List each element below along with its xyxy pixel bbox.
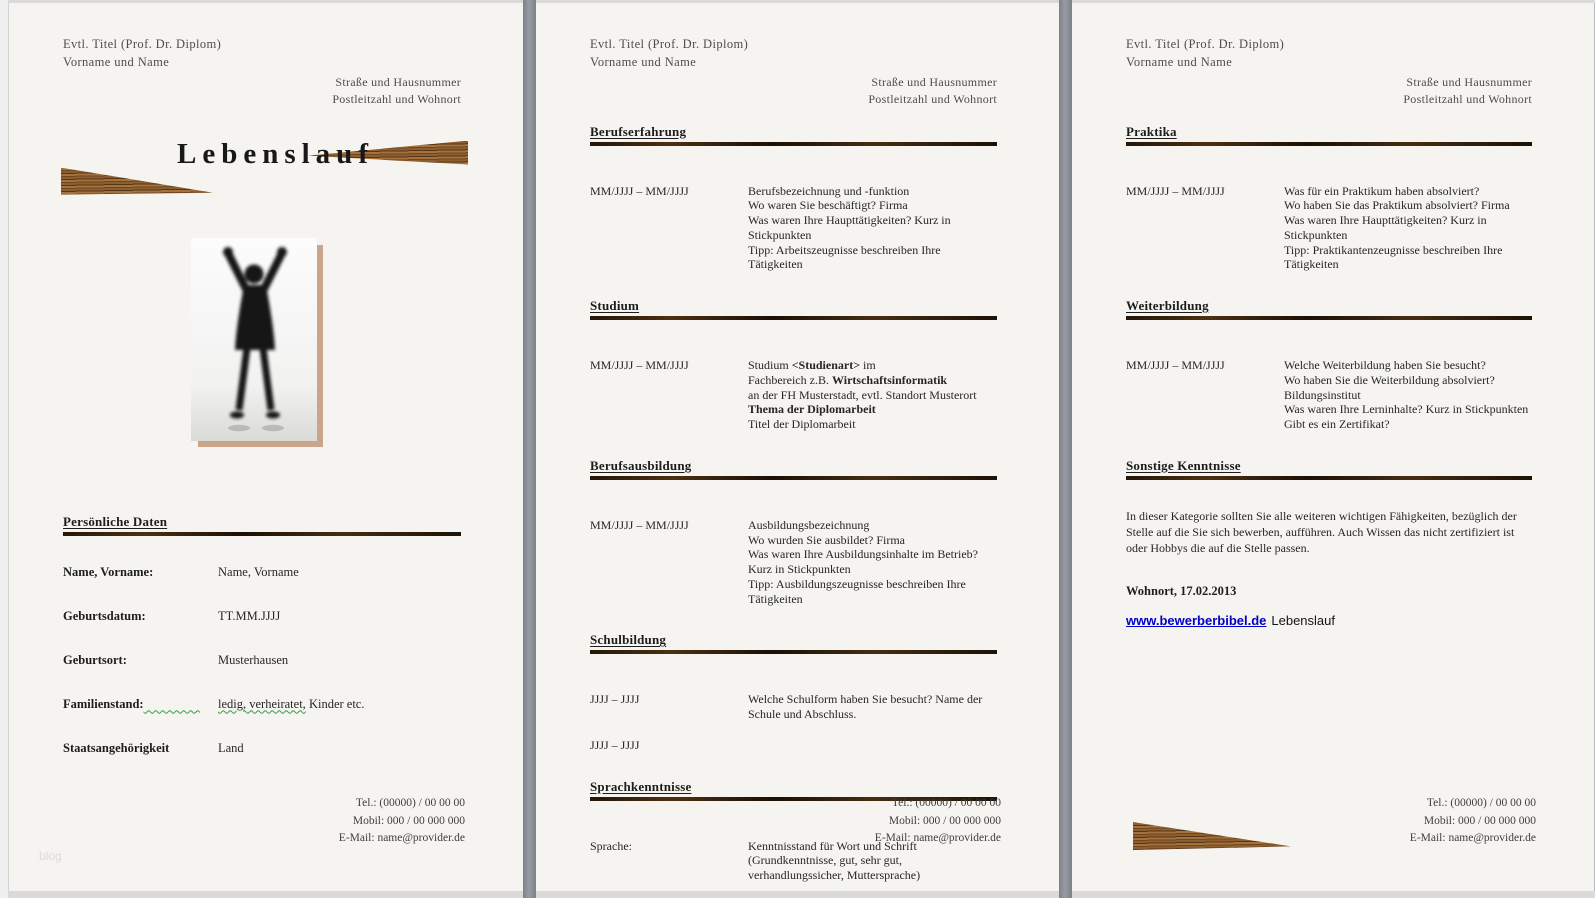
entry-line: Was für ein Praktikum haben absolviert? xyxy=(1284,183,1480,198)
personal-data-value: ledig, verheiratet, Kinder etc. xyxy=(218,696,365,711)
footer-tel: Tel.: (00000) / 00 00 00 xyxy=(891,797,1001,810)
section-heading: Studium xyxy=(590,298,640,314)
section-entry xyxy=(1126,358,1532,432)
personal-data-row xyxy=(63,565,461,580)
cv-section xyxy=(1126,458,1532,557)
cv-page-2 xyxy=(536,3,1059,891)
section-heading: Berufserfahrung xyxy=(590,123,687,139)
section-entry xyxy=(590,738,997,753)
entry-date: JJJJ – JJJJ xyxy=(590,737,640,752)
personal-data-rows xyxy=(63,565,461,756)
footer-mobil: Mobil: 000 / 00 000 000 xyxy=(352,814,465,827)
entry-line: Studium <Studienart> im xyxy=(748,358,876,373)
section-heading-rule xyxy=(63,532,461,536)
personal-data-label: Geburtsdatum: xyxy=(63,608,146,623)
personal-data-value: TT.MM.JJJJ xyxy=(218,608,281,623)
page-gutter xyxy=(1059,0,1072,898)
header-street-line: Straße und Hausnummer xyxy=(1406,75,1532,89)
header-city-line: Postleitzahl und Wohnort xyxy=(332,91,461,106)
personal-data-value: Musterhausen xyxy=(218,652,289,667)
section-heading-rule xyxy=(590,476,997,480)
screen-left-margin xyxy=(0,0,8,898)
section-entry xyxy=(1126,184,1532,273)
header-address-block xyxy=(590,74,997,108)
section-heading-rule xyxy=(590,142,997,146)
header-city-line: Postleitzahl und Wohnort xyxy=(1403,91,1532,106)
personal-data-label: Geburtsort: xyxy=(63,652,127,667)
contact-footer xyxy=(875,795,1001,847)
entry-line: Welche Schulform haben Sie besucht? Name der Schule und Abschluss. xyxy=(748,692,983,722)
header-name-line: Vorname und Name xyxy=(1126,54,1233,69)
header-name-block xyxy=(1126,36,1532,71)
entry-content xyxy=(748,358,997,432)
header-title-line: Evtl. Titel (Prof. Dr. Diplom) xyxy=(590,37,749,51)
entry-line: Tipp: Praktikantenzeugnisse beschreiben Ihre Tätigkeiten xyxy=(1284,242,1503,272)
section-entry xyxy=(590,518,997,607)
wood-triangle-bottom-icon xyxy=(1133,820,1291,850)
footer-tel: Tel.: (00000) / 00 00 00 xyxy=(355,797,465,810)
signature-place-date: Wohnort, 17.02.2013 xyxy=(1126,584,1237,599)
link-suffix-label: Lebenslauf xyxy=(1271,613,1336,629)
entry-date: MM/JJJJ – MM/JJJJ xyxy=(1126,183,1225,198)
header-name-block xyxy=(63,36,461,71)
header-name-line: Vorname und Name xyxy=(590,54,697,69)
section-heading: Berufsausbildung xyxy=(590,457,692,473)
header-name-line: Vorname und Name xyxy=(63,54,170,69)
header-city-line: Postleitzahl und Wohnort xyxy=(868,91,997,106)
entry-date: Sprache: xyxy=(590,838,632,853)
spellcheck-squiggle-text: ledig, verheiratet, xyxy=(218,696,306,711)
spellcheck-squiggle xyxy=(144,697,200,711)
footer-email: E-Mail: name@provider.de xyxy=(1409,831,1536,844)
header-title-line: Evtl. Titel (Prof. Dr. Diplom) xyxy=(1126,37,1285,51)
personal-data-label: Familienstand: xyxy=(63,697,218,712)
header-name-block xyxy=(590,36,997,71)
entry-line: Bildungsinstitut xyxy=(1284,387,1361,402)
personal-data-row xyxy=(63,697,461,712)
entry-line: Kenntnisstand für Wort und Schrift (Grundkenntnisse, gut, sehr gut, verhandlungssicher, Muttersprache) xyxy=(748,838,921,883)
entry-line: Titel der Diplomarbeit xyxy=(748,417,856,432)
personal-data-value: Land xyxy=(218,740,244,755)
document-title: Lebenslauf xyxy=(177,137,374,170)
personal-data-row xyxy=(63,609,461,624)
entry-line: Was waren Ihre Haupttätigkeiten? Kurz in Stickpunkten xyxy=(748,213,951,242)
section-heading: Sonstige Kenntnisse xyxy=(1126,457,1241,473)
contact-footer xyxy=(339,795,465,847)
personal-data-value: Name, Vorname xyxy=(218,564,299,579)
header-street-line: Straße und Hausnummer xyxy=(871,75,997,89)
section-heading: Sprachkenntnisse xyxy=(590,778,692,794)
entry-line: Tipp: Arbeitszeugnisse beschreiben Ihre Tätigkeiten xyxy=(748,242,941,272)
entry-line: Ausbildungsbezeichnung xyxy=(748,517,870,532)
entry-date: MM/JJJJ – MM/JJJJ xyxy=(1126,358,1225,373)
cv-section xyxy=(1126,124,1532,273)
section-entry xyxy=(590,358,997,432)
entry-line: Was waren Ihre Lerninhalte? Kurz in Stickpunkten xyxy=(1284,402,1529,417)
entry-content xyxy=(748,692,997,722)
personal-data-row xyxy=(63,741,461,756)
cv-section xyxy=(1126,298,1532,432)
section-heading-rule xyxy=(590,650,997,654)
contact-footer xyxy=(1410,795,1536,847)
footer-mobil: Mobil: 000 / 00 000 000 xyxy=(1423,814,1536,827)
entry-line: Wo haben Sie die Weiterbildung absolviert? xyxy=(1284,372,1495,387)
watermark-text: blog xyxy=(39,849,62,863)
entry-line: Wo haben Sie das Praktikum absolviert? Firma xyxy=(1284,198,1510,213)
entry-line: an der FH Musterstadt, evtl. Standort Musterort xyxy=(748,387,977,402)
entry-date: MM/JJJJ – MM/JJJJ xyxy=(590,183,689,198)
section-paragraph: In dieser Kategorie sollten Sie alle weiteren wichtigen Fähigkeiten, bezüglich der Stelle auf die Sie sich bewerben, aufführen. Auch Wissen das nicht zertifiziert ist oder Hobbys die auf die Stelle passen. xyxy=(1126,508,1517,556)
header-street-line: Straße und Hausnummer xyxy=(335,75,461,89)
section-heading: Weiterbildung xyxy=(1126,298,1209,314)
entry-line: Was waren Ihre Ausbildungsinhalte im Betrieb? xyxy=(748,547,978,562)
entry-line: Gibt es ein Zertifikat? xyxy=(1284,417,1390,432)
cv-section xyxy=(590,458,997,607)
section-entry xyxy=(590,184,997,273)
cv-sections xyxy=(590,124,997,883)
document-title-area xyxy=(63,108,461,218)
wood-triangle-left-icon xyxy=(61,168,213,195)
entry-line: Was waren Ihre Haupttätigkeiten? Kurz in Stickpunkten xyxy=(1284,213,1487,242)
entry-line: Thema der Diplomarbeit xyxy=(748,402,876,417)
section-heading-rule xyxy=(1126,316,1532,320)
website-link[interactable]: www.bewerberbibel.de xyxy=(1126,613,1267,629)
footer-email: E-Mail: name@provider.de xyxy=(338,831,465,844)
entry-line: Kurz in Stickpunkten xyxy=(748,562,851,577)
cv-section xyxy=(590,124,997,273)
header-address-block xyxy=(1126,74,1532,108)
entry-date: MM/JJJJ – MM/JJJJ xyxy=(590,517,689,532)
cv-section xyxy=(590,632,997,752)
entry-content xyxy=(1284,184,1532,273)
section-heading: Persönliche Daten xyxy=(63,513,168,529)
page-gutter xyxy=(523,0,536,898)
section-heading: Schulbildung xyxy=(590,632,667,648)
footer-email: E-Mail: name@provider.de xyxy=(874,831,1001,844)
section-heading-rule xyxy=(1126,476,1532,480)
section-entry xyxy=(590,692,997,722)
footer-mobil: Mobil: 000 / 00 000 000 xyxy=(888,814,1001,827)
applicant-photo-silhouette xyxy=(191,238,323,448)
entry-content xyxy=(748,518,997,607)
entry-line: Fachbereich z.B. Wirtschaftsinformatik xyxy=(748,372,948,387)
cv-page-1 xyxy=(8,3,523,891)
section-heading-rule xyxy=(590,316,997,320)
section-heading: Praktika xyxy=(1126,123,1177,139)
personal-data-row xyxy=(63,653,461,668)
personal-data-section xyxy=(63,514,461,756)
personal-data-label: Name, Vorname: xyxy=(63,564,154,579)
entry-date: JJJJ – JJJJ xyxy=(590,692,640,707)
entry-content xyxy=(748,184,997,273)
personal-data-label: Staatsangehörigkeit xyxy=(63,740,170,755)
cv-sections xyxy=(1126,124,1532,557)
cv-section xyxy=(590,298,997,432)
entry-line: Welche Weiterbildung haben Sie besucht? xyxy=(1284,358,1486,373)
header-address-block xyxy=(63,74,461,108)
entry-content xyxy=(748,738,997,753)
entry-content xyxy=(1284,358,1532,432)
entry-date: MM/JJJJ – MM/JJJJ xyxy=(590,358,689,373)
entry-line: Wo waren Sie beschäftigt? Firma xyxy=(748,198,908,213)
cv-page-3 xyxy=(1072,3,1595,891)
entry-line: Berufsbezeichnung und -funktion xyxy=(748,183,910,198)
header-title-line: Evtl. Titel (Prof. Dr. Diplom) xyxy=(63,37,222,51)
footer-tel: Tel.: (00000) / 00 00 00 xyxy=(1426,797,1536,810)
section-heading-rule xyxy=(1126,142,1532,146)
entry-line: Tipp: Ausbildungszeugnisse beschreiben Ihre Tätigkeiten xyxy=(748,576,966,606)
entry-line: Wo wurden Sie ausbildet? Firma xyxy=(748,532,906,547)
source-link-line xyxy=(1126,613,1532,628)
